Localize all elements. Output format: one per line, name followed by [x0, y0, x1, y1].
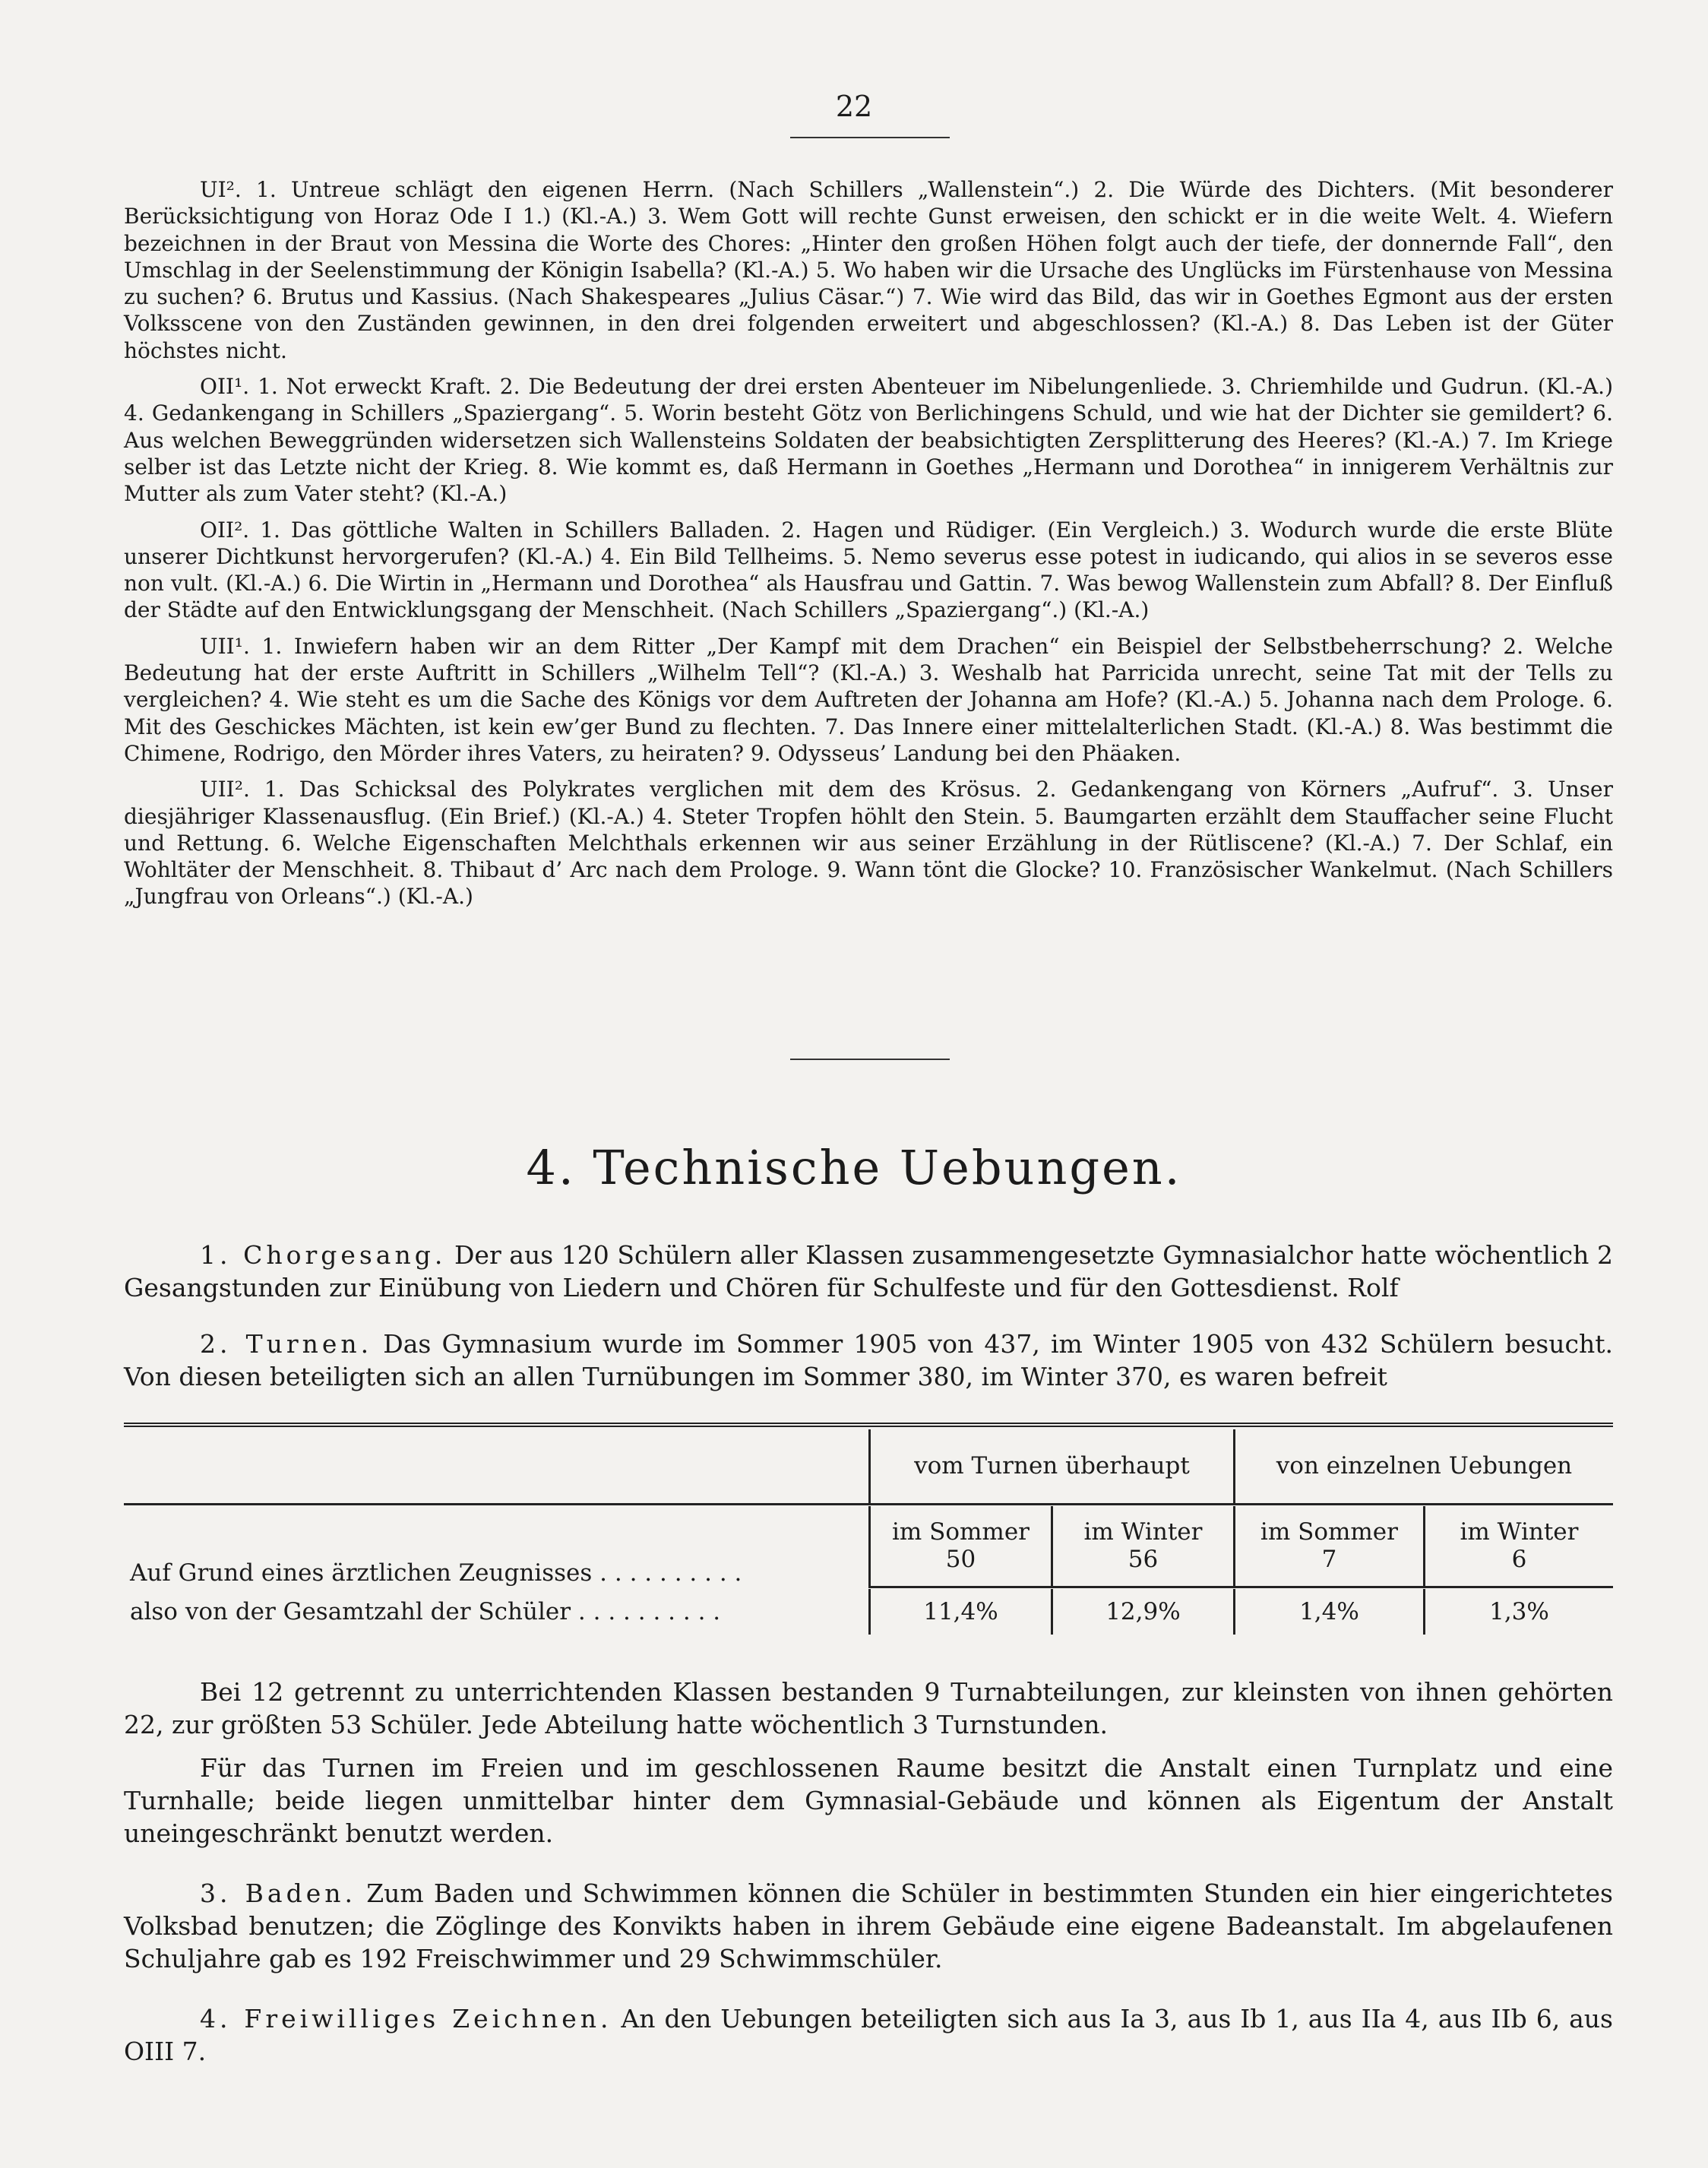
exemption-table [124, 1423, 1613, 1635]
header-overall: vom Turnen überhaupt [870, 1429, 1235, 1504]
zeichnen-label: 4. Freiwilliges Zeichnen. [200, 2004, 612, 2033]
row1-sommer-overall: 50 [945, 1546, 976, 1574]
row2-winter-overall: 12,9% [1052, 1589, 1234, 1635]
row1-dots: . . . . . . . . . . [599, 1559, 742, 1587]
topics-uI2: UI². 1. Untreue schlägt den eigenen Herrn. (Nach Schillers „Wallenstein“.) 2. Die Würde des Dichters. (Mit besonderer Berücksichtigung von Horaz Ode I 1.) (Kl.-A.) 3. Wem Gott will rechte Gunst erweisen, den schickt er in die weite Welt. 4. Wiefern bezeichnen in der Braut von Messina die Worte des Chores: „Hinter den großen Höhen folgt auch der tiefe, der donnernde Fall“, den Umschlag in der Seelenstimmung der Königin Isabella? (Kl.-A.) 5. Wo haben wir die Ursache des Unglücks im Fürstenhause von Messina zu suchen? 6. Brutus und Kassius. (Nach Shakespeares „Julius Cäsar.“) 7. Wie wird das Bild, das wir in Goethes Egmont aus der ersten Volksscene von den Zuständen gewinnen, in den drei folgenden erweitert und abgeschlossen? (Kl.-A.) 8. Das Leben ist der Güter höchstes nicht. [124, 177, 1613, 363]
topics-oII1: OII¹. 1. Not erweckt Kraft. 2. Die Bedeutung der drei ersten Abenteuer im Nibelungenliede. 3. Chriemhilde und Gudrun. (Kl.-A.) 4. Gedankengang in Schillers „Spaziergang“. 5. Worin besteht Götz von Berlichingens Schuld, und wie hat der Dichter sie gemildert? 6. Aus welchen Beweggründen widersetzen sich Wallensteins Soldaten der beabsichtigten Zersplitterung des Heeres? (Kl.-A.) 7. Im Kriege selber ist das Letzte nicht der Krieg. 8. Wie kommt es, daß Hermann in Goethes „Hermann und Dorothea“ in innigerem Verhältnis zur Mutter als zum Vater steht? (Kl.-A.) [124, 374, 1613, 507]
row2-dots: . . . . . . . . . . [577, 1598, 721, 1625]
chorgesang-section [124, 1239, 1613, 1304]
row2-sommer-overall: 11,4% [870, 1589, 1052, 1635]
row2-label: also von der Gesamtzahl der Schüler [130, 1598, 571, 1625]
chorgesang-label: 1. Chorgesang. [200, 1240, 447, 1270]
turnen-abteilungen: Bei 12 getrennt zu unterrichtenden Klassen bestanden 9 Turnabteilungen, zur kleinsten von ihnen gehörten 22, zur größten 53 Schüler. Jede Abteilung hatte wöchentlich 3 Turnstunden. [124, 1677, 1613, 1739]
turnen-label: 2. Turnen. [200, 1329, 373, 1359]
topics-oII2: OII². 1. Das göttliche Walten in Schillers Balladen. 2. Hagen und Rüdiger. (Ein Vergleich.) 3. Wodurch wurde die erste Blüte unserer Dichtkunst hervorgerufen? (Kl.-A.) 4. Ein Bild Tellheims. 5. Nemo severus esse potest in iudicando, qui alios in se severos esse non vult. (Kl.-A.) 6. Die Wirtin in „Hermann und Dorothea“ als Hausfrau und Gattin. 7. Was bewog Wallenstein zum Abfall? 8. Der Einfluß der Städte auf den Entwicklungsgang der Menschheit. (Nach Schillers „Spaziergang“.) (Kl.-A.) [124, 517, 1613, 623]
section-divider [790, 1059, 950, 1060]
row1-sommer-single: 7 [1321, 1546, 1337, 1574]
header-single: von einzelnen Uebungen [1234, 1429, 1613, 1504]
chorgesang-text: Der aus 120 Schülern aller Klassen zusammengesetzte Gymnasialchor hatte wöchentlich 2 Gesangstunden zur Einübung von Liedern und Chören für Schulfeste und für den Gottesdienst. Rolf [124, 1240, 1613, 1302]
col-sommer-overall: im Sommer [891, 1518, 1030, 1546]
col-sommer-single: im Sommer [1260, 1518, 1398, 1546]
row1-winter-single: 6 [1511, 1546, 1527, 1574]
turnen-section [124, 1328, 1613, 1393]
header-rule [790, 137, 950, 138]
turnen-details [124, 1676, 1613, 1850]
baden-label: 3. Baden. [200, 1878, 357, 1908]
row2-sommer-single: 1,4% [1234, 1589, 1424, 1635]
col-winter-single: im Winter [1460, 1518, 1579, 1546]
col-winter-overall: im Winter [1083, 1518, 1203, 1546]
zeichnen-text: An den Uebungen beteiligten sich aus Ia 3, aus Ib 1, aus IIa 4, aus IIb 6, aus OIII 7. [124, 2004, 1613, 2066]
turnen-text: Das Gymnasium wurde im Sommer 1905 von 437, im Winter 1905 von 432 Schülern besucht. Von diesen beteiligten sich an allen Turnübungen im Sommer 380, im Winter 370, es waren befreit [124, 1329, 1613, 1391]
row2-winter-single: 1,3% [1424, 1589, 1613, 1635]
essay-topics [124, 176, 1613, 910]
topics-uII2: UII². 1. Das Schicksal des Polykrates verglichen mit dem des Krösus. 2. Gedankengang von Körners „Aufruf“. 3. Unser diesjähriger Klassenausflug. (Ein Brief.) (Kl.-A.) 4. Steter Tropfen höhlt den Stein. 5. Baumgarten erzählt dem Stauffacher seine Flucht und Rettung. 6. Welche Eigenschaften Melchthals erkennen wir aus seiner Erzählung in der Rütliscene? (Kl.-A.) 7. Der Schlaf, ein Wohltäter der Menschheit. 8. Thibaut d’ Arc nach dem Prologe. 9. Wann tönt die Glocke? 10. Französischer Wankelmut. (Nach Schillers „Jungfrau von Orleans“.) (Kl.-A.) [124, 777, 1613, 910]
row1-label: Auf Grund eines ärztlichen Zeugnisses [130, 1559, 593, 1587]
section-heading: 4. Technische Uebungen. [526, 1140, 1182, 1195]
turnen-raeume: Für das Turnen im Freien und im geschlossenen Raume besitzt die Anstalt einen Turnplatz und eine Turnhalle; beide liegen unmittelbar hinter dem Gymnasial-Gebäude und können als Eigentum der Anstalt uneingeschränkt benutzt werden. [124, 1753, 1613, 1848]
row1-winter-overall: 56 [1128, 1546, 1159, 1574]
zeichnen-section [124, 2002, 1613, 2068]
baden-section [124, 1877, 1613, 1975]
topics-uII1: UII¹. 1. Inwiefern haben wir an dem Ritter „Der Kampf mit dem Drachen“ ein Beispiel der Selbstbeherrschung? 2. Welche Bedeutung hat der erste Auftritt in Schillers „Wilhelm Tell“? (Kl.-A.) 3. Weshalb hat Parricida unrecht, seine Tat mit der Tells zu vergleichen? 4. Wie steht es um die Sache des Königs vor dem Auftreten der Johanna am Hofe? (Kl.-A.) 5. Johanna nach dem Prologe. 6. Mit des Geschickes Mächten, ist kein ew’ger Bund zu flechten. 7. Das Innere einer mittelalterlichen Stadt. (Kl.-A.) 8. Was bestimmt die Chimene, Rodrigo, den Mörder ihres Vaters, zu heiraten? 9. Odysseus’ Landung bei den Phäaken. [124, 633, 1613, 766]
baden-text: Zum Baden und Schwimmen können die Schüler in bestimmten Stunden ein hier eingerichtetes Volksbad benutzen; die Zöglinge des Konvikts haben in ihrem Gebäude eine eigene Badeanstalt. Im abgelaufenen Schuljahre gab es 192 Freischwimmer und 29 Schwimmschüler. [124, 1878, 1613, 1973]
page-number: 22 [835, 90, 873, 123]
